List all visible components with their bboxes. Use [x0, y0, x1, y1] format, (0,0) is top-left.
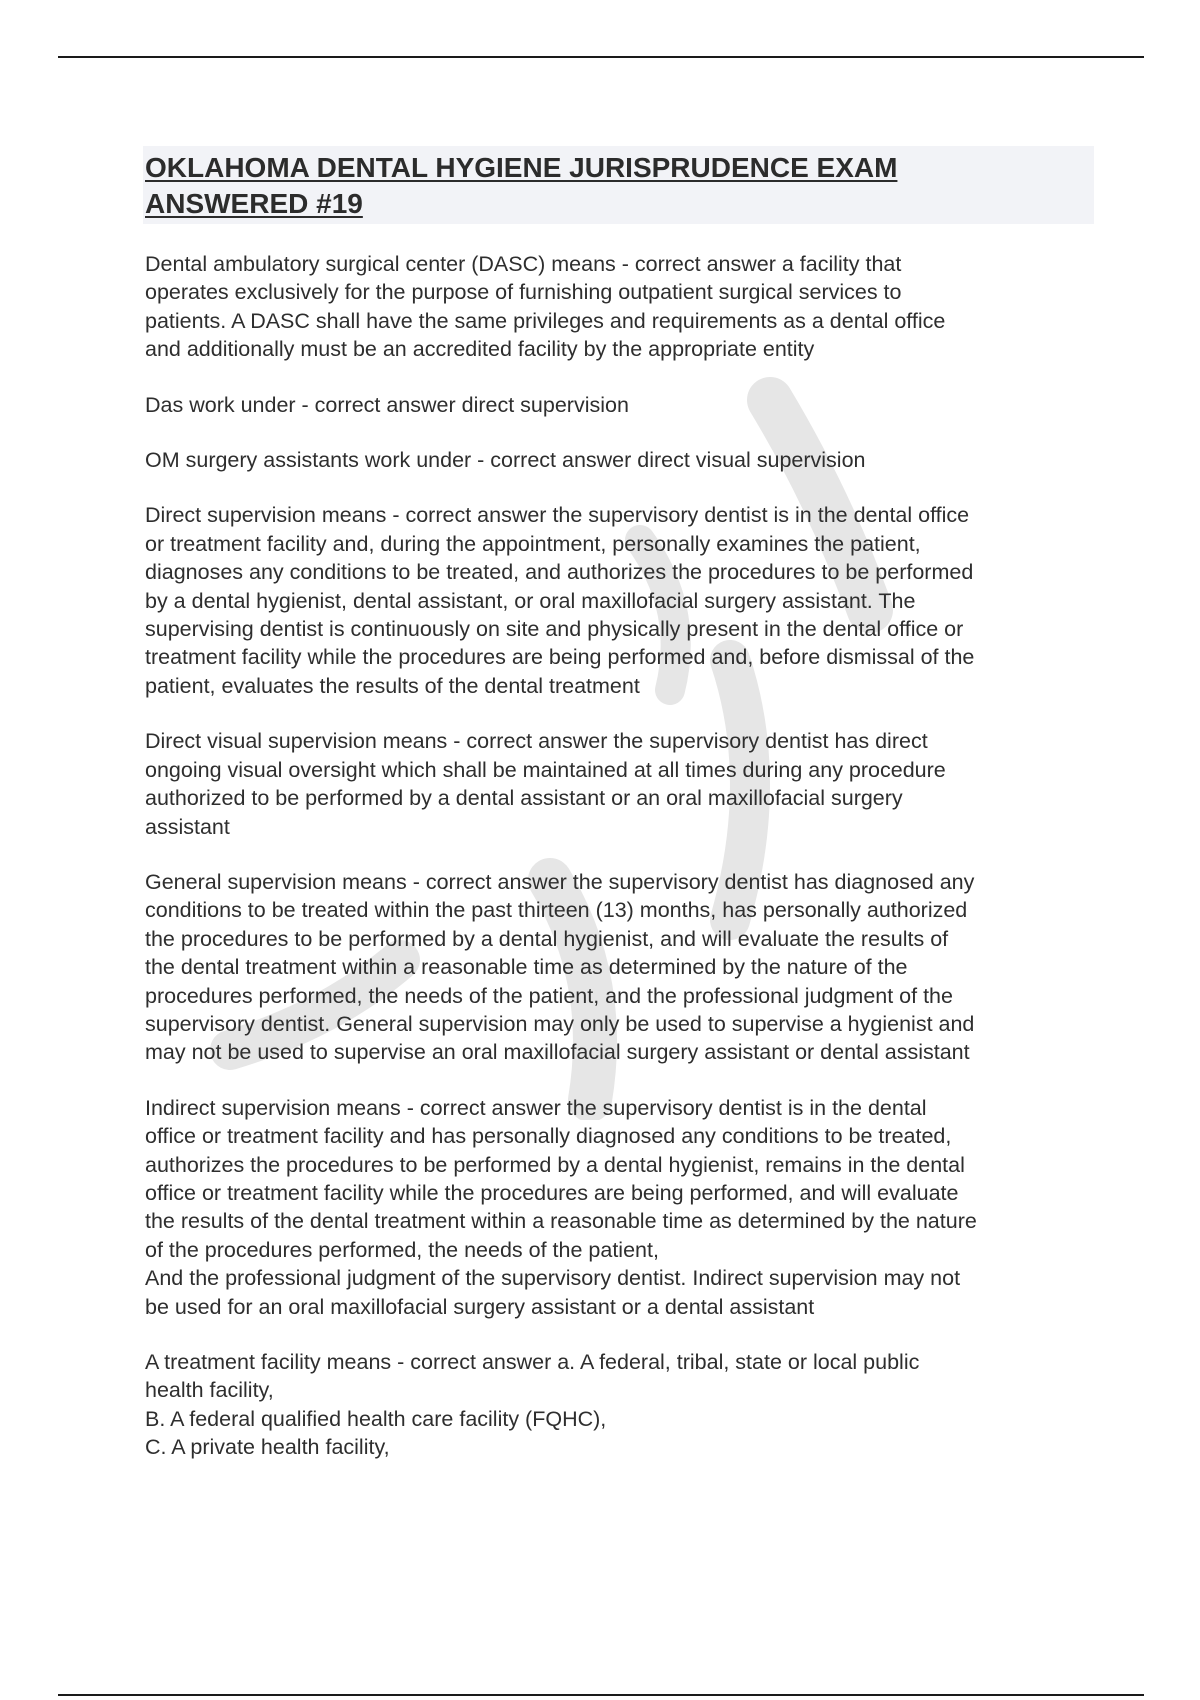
qa-line: health facility,	[145, 1378, 274, 1403]
qa-line: the dental treatment within a reasonable time as determined by the nature of the	[145, 955, 908, 980]
qa-line: be used for an oral maxillofacial surgery assistant or a dental assistant	[145, 1294, 815, 1319]
qa-line: authorizes the procedures to be performed by a dental hygienist, remains in the dental	[145, 1152, 965, 1177]
qa-entry	[145, 1094, 1090, 1321]
qa-entry	[145, 727, 1090, 841]
title-line: ANSWERED #19	[145, 188, 363, 219]
document-body	[145, 146, 1090, 1462]
qa-line: General supervision means - correct answer the supervisory dentist has diagnosed any	[145, 869, 975, 894]
qa-line: Direct supervision means - correct answer the supervisory dentist is in the dental office	[145, 503, 970, 528]
qa-line: patients. A DASC shall have the same privileges and requirements as a dental office	[145, 308, 946, 333]
title-banner	[143, 146, 1094, 224]
qa-line: by a dental hygienist, dental assistant, or oral maxillofacial surgery assistant. The	[145, 588, 916, 613]
qa-line: the results of the dental treatment within a reasonable time as determined by the nature	[145, 1209, 977, 1234]
qa-line: And the professional judgment of the supervisory dentist. Indirect supervision may not	[145, 1266, 961, 1291]
title-line: OKLAHOMA DENTAL HYGIENE JURISPRUDENCE EXAM	[145, 152, 898, 183]
qa-line: A treatment facility means - correct answer a. A federal, tribal, state or local public	[145, 1350, 920, 1374]
qa-line: supervising dentist is continuously on site and physically present in the dental office or	[145, 617, 964, 642]
qa-line: office or treatment facility while the procedures are being performed, and will evaluate	[145, 1180, 959, 1205]
qa-line: treatment facility while the procedures are being performed and, before dismissal of the	[145, 645, 975, 670]
qa-line: of the procedures performed, the needs of the patient,	[145, 1237, 659, 1262]
qa-line: patient, evaluates the results of the dental treatment	[145, 673, 640, 698]
qa-line: authorized to be performed by a dental assistant or an oral maxillofacial surgery	[145, 786, 903, 811]
qa-entry	[145, 250, 1090, 364]
qa-line: supervisory dentist. General supervision may only be used to supervise a hygienist and	[145, 1011, 975, 1036]
qa-line: assistant	[145, 814, 230, 839]
qa-line: conditions to be treated within the past thirteen (13) months, has personally authorized	[145, 898, 968, 923]
top-rule	[58, 56, 1144, 58]
qa-line: operates exclusively for the purpose of furnishing outpatient surgical services to	[145, 280, 902, 305]
bottom-rule	[58, 1694, 1144, 1696]
qa-entry	[145, 868, 1090, 1067]
qa-line: ongoing visual oversight which shall be maintained at all times during any procedure	[145, 757, 946, 782]
qa-line: B. A federal qualified health care facility (FQHC),	[145, 1406, 607, 1431]
qa-line: Indirect supervision means - correct answer the supervisory dentist is in the dental	[145, 1095, 927, 1120]
qa-line: OM surgery assistants work under - correct answer direct visual supervision	[145, 448, 866, 473]
qa-entry	[145, 501, 1090, 700]
qa-entry	[145, 446, 1090, 474]
qa-line: the procedures to be performed by a dental hygienist, and will evaluate the results of	[145, 926, 949, 951]
qa-line: or treatment facility and, during the appointment, personally examines the patient,	[145, 531, 921, 556]
document-title	[145, 150, 1090, 222]
qa-line: may not be used to supervise an oral maxillofacial surgery assistant or dental assistant	[145, 1040, 970, 1065]
qa-line: procedures performed, the needs of the patient, and the professional judgment of the	[145, 983, 953, 1008]
qa-line: Das work under - correct answer direct supervision	[145, 392, 629, 417]
qa-entry	[145, 1348, 1090, 1462]
qa-line: diagnoses any conditions to be treated, and authorizes the procedures to be performed	[145, 560, 974, 585]
qa-line: Dental ambulatory surgical center (DASC) means - correct answer a facility that	[145, 252, 902, 276]
qa-line: C. A private health facility,	[145, 1435, 390, 1460]
qa-line: Direct visual supervision means - correct answer the supervisory dentist has direct	[145, 729, 928, 754]
qa-line: office or treatment facility and has personally diagnosed any conditions to be treated,	[145, 1124, 952, 1149]
qa-line: and additionally must be an accredited facility by the appropriate entity	[145, 337, 815, 362]
qa-entry	[145, 391, 1090, 419]
